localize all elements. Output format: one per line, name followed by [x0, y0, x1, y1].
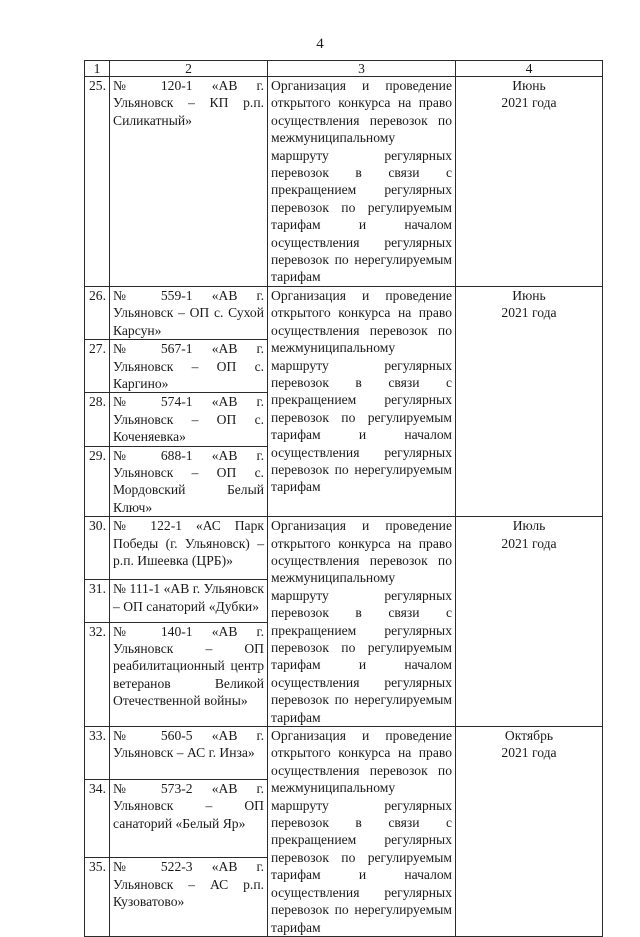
route-name: № 120-1 «АВ г. Ульяновск – КП р.п. Силикатный»: [110, 77, 268, 287]
row-number: 28.: [85, 393, 110, 446]
route-name: № 688-1 «АВ г. Ульяновск – ОП с. Мордовский Белый Ключ»: [110, 446, 268, 517]
route-name: № 122-1 «АС Парк Победы (г. Ульяновск) – р.п. Ишеевка (ЦРБ)»: [110, 517, 268, 580]
deadline-month: Октябрь: [504, 728, 554, 744]
deadline-month: Июнь: [512, 78, 546, 93]
table-row: [85, 286, 603, 339]
route-name: № 140-1 «АВ г. Ульяновск – ОП реабилитационный центр ветеранов Великой Отечественной войны»: [110, 622, 268, 726]
route-name: № 574-1 «АВ г. Ульяновск – ОП с. Коченяевка»: [110, 393, 268, 446]
column-header: 3: [268, 61, 456, 77]
table-row: [85, 517, 603, 580]
deadline-year: 2021 года: [501, 535, 557, 551]
column-header: 4: [456, 61, 603, 77]
deadline-year: 2021 года: [501, 95, 557, 111]
row-number: 26.: [85, 286, 110, 339]
deadline-cell: [456, 517, 603, 727]
activity-description: Организация и проведение открытого конкурса на право осуществления перевозок по межмуниципальному маршруту регулярных перевозок в связи с прекращением регулярных перевозок по регулируемым тарифам и началом осуществления регулярных перевозок по нерегулируемым тарифам: [268, 77, 456, 287]
row-number: 30.: [85, 517, 110, 580]
row-number: 27.: [85, 340, 110, 393]
route-name: № 111-1 «АВ г. Ульяновск – ОП санаторий «Дубки»: [110, 580, 268, 622]
route-name: № 573-2 «АВ г. Ульяновск – ОП санаторий «Белый Яр»: [110, 779, 268, 858]
route-name: № 560-5 «АВ г. Ульяновск – АС г. Инза»: [110, 727, 268, 780]
table-row: [85, 77, 603, 287]
row-number: 25.: [85, 77, 110, 287]
page-number: 4: [316, 36, 324, 52]
activity-description: Организация и проведение открытого конкурса на право осуществления перевозок по межмуниципальному маршруту регулярных перевозок в связи с прекращением регулярных перевозок по регулируемым тарифам и началом осуществления регулярных перевозок по нерегулируемым тарифам: [268, 517, 456, 727]
row-number: 32.: [85, 622, 110, 726]
table-row: [85, 727, 603, 780]
activity-description: Организация и проведение открытого конкурса на право осуществления перевозок по межмуниципальному маршруту регулярных перевозок в связи с прекращением регулярных перевозок по регулируемым тарифам и началом осуществления регулярных перевозок по нерегулируемым тарифам: [268, 286, 456, 516]
route-name: № 559-1 «АВ г. Ульяновск – ОП с. Сухой Карсун»: [110, 286, 268, 339]
row-number: 29.: [85, 446, 110, 517]
route-name: № 522-3 «АВ г. Ульяновск – АС р.п. Кузоватово»: [110, 858, 268, 937]
column-header: 2: [110, 61, 268, 77]
deadline-cell: [456, 286, 603, 516]
row-number: 31.: [85, 580, 110, 622]
deadline-month: Июль: [512, 518, 546, 534]
deadline-year: 2021 года: [501, 745, 557, 761]
row-number: 35.: [85, 858, 110, 937]
activity-description: Организация и проведение открытого конкурса на право осуществления перевозок по межмуниципальному маршруту регулярных перевозок в связи с прекращением регулярных перевозок по регулируемым тарифам и началом осуществления регулярных перевозок по нерегулируемым тарифам: [268, 727, 456, 937]
row-number: 33.: [85, 727, 110, 780]
schedule-table: [84, 60, 603, 937]
table-header-row: [85, 61, 603, 77]
route-name: № 567-1 «АВ г. Ульяновск – ОП с. Каргино»: [110, 340, 268, 393]
deadline-cell: [456, 77, 603, 287]
deadline-month: Июнь: [512, 287, 546, 303]
row-number: 34.: [85, 779, 110, 858]
column-header: 1: [85, 61, 110, 77]
deadline-year: 2021 года: [501, 305, 557, 321]
